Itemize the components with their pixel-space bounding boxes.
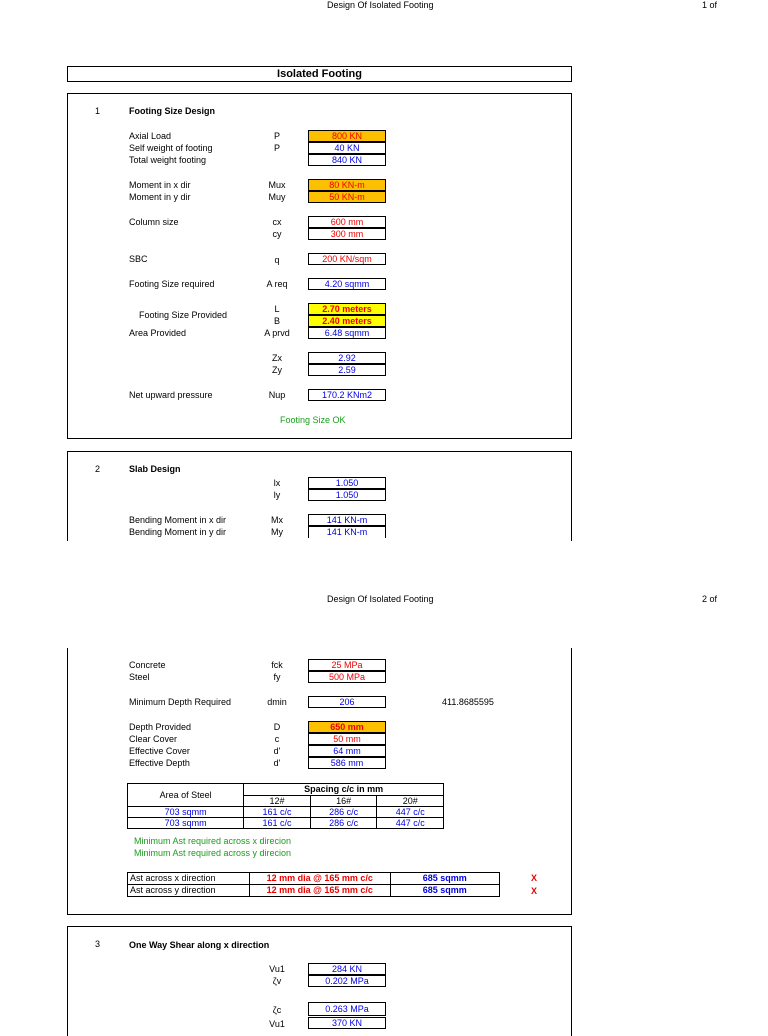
area-x: 703 sqmm [128,807,244,818]
sp-y-16: 286 c/c [310,818,377,829]
sym-effective-cover: d' [273,746,281,756]
label-effective-cover: Effective Cover [129,746,190,756]
input-depth-provided[interactable]: 650 mm [308,721,386,733]
section-2-title: Slab Design [129,464,181,474]
input-clear-cover[interactable]: 50 mm [308,733,386,745]
table-row [128,807,444,818]
page-number: 1 of [702,0,718,10]
label-bending-moment-y: Bending Moment in y dir [129,527,227,537]
sym-vu1: Vu1 [269,964,285,974]
ast-y-label: Ast across y direction [128,885,250,897]
sp-x-16: 286 c/c [310,807,377,818]
sym-dmin: dmin [267,697,287,707]
value-vu1: 284 KN [308,963,386,975]
sym-mux: Mux [268,180,286,190]
value-zx: 2.92 [308,352,386,364]
label-concrete: Concrete [129,660,166,670]
label-effective-depth: Effective Depth [129,758,190,768]
label-bending-moment-x: Bending Moment in x dir [129,515,227,525]
ast-y-bar: 12 mm dia @ 165 mm c/c [249,885,390,897]
value-ly: 1.050 [308,489,386,501]
input-breadth[interactable]: 2.40 meters [308,315,386,327]
label-minimum-depth: Minimum Depth Required [129,697,232,707]
col-16: 16# [310,795,377,807]
label-footing-size-required: Footing Size required [129,279,215,289]
section-2-number: 2 [95,464,101,474]
value-tc: 0.263 MPa [308,1002,386,1016]
label-muy: Moment in y dir [129,192,191,202]
value-zy: 2.59 [308,364,386,376]
value-dmin: 206 [308,696,386,708]
value-tv: 0.202 MPa [308,975,386,987]
label-steel: Steel [129,672,150,682]
input-fck[interactable]: 25 MPa [308,659,386,671]
sp-x-20: 447 c/c [377,807,444,818]
sym-my: My [271,527,283,537]
col-20: 20# [377,795,444,807]
input-fy[interactable]: 500 MPa [308,671,386,683]
value-lx: 1.050 [308,477,386,489]
label-self-weight: Self weight of footing [129,143,213,153]
sp-y-20: 447 c/c [377,818,444,829]
sym-fck: fck [271,660,283,670]
sym-lx: lx [273,478,281,488]
sym-length: L [274,304,280,314]
sym-ly: ly [273,490,281,500]
sym-breadth: B [273,316,280,326]
area-y: 703 sqmm [128,818,244,829]
label-footing-size-provided: Footing Size Provided [139,310,228,320]
min-ast-x-note: Minimum Ast required across x direcion [134,836,292,846]
document-title: Isolated Footing [277,68,362,80]
value-self-weight: 40 KN [308,142,386,154]
input-cy[interactable]: 300 mm [308,228,386,240]
ast-table [127,872,500,897]
label-mux: Moment in x dir [129,180,191,190]
page-number-2: 2 of [702,594,718,604]
sym-cy: cy [272,229,282,239]
label-clear-cover: Clear Cover [129,734,178,744]
value-total-weight: 840 KN [308,154,386,166]
ast-x-mark: X [531,873,538,883]
table-row [128,818,444,829]
sym-sbc: q [274,255,280,265]
ast-y-mark: X [531,886,538,896]
sym-fy: fy [273,672,281,682]
value-area-provided: 6.48 sqmm [308,327,386,339]
steel-spacing-table [127,783,444,829]
table-row [128,885,500,897]
value-mx: 141 KN-m [308,514,386,526]
input-muy[interactable]: 50 KN-m [308,191,386,203]
sym-cx: cx [272,217,282,227]
label-column-size: Column size [129,217,179,227]
sp-x-12: 161 c/c [244,807,311,818]
value-my: 141 KN-m [308,526,386,538]
document-title-box [67,66,572,82]
value-effective-cover: 64 mm [308,745,386,757]
col-12: 12# [244,795,311,807]
sym-tc: ζc [272,1005,282,1015]
sym-area-provided: A prvd [264,328,290,338]
footing-size-status: Footing Size OK [280,415,346,425]
sym-self-weight: P [273,143,280,153]
label-net-upward-pressure: Net upward pressure [129,390,213,400]
sym-vu1-b: Vu1 [269,1019,285,1029]
value-area-required: 4.20 sqmm [308,278,386,290]
label-axial-load: Axial Load [129,131,172,141]
table-row [128,873,500,885]
section-3-title: One Way Shear along x direction [129,940,270,950]
section-1-number: 1 [95,106,101,116]
sym-effective-depth: d' [273,758,281,768]
ast-x-bar: 12 mm dia @ 165 mm c/c [249,873,390,885]
ast-y-area: 685 sqmm [390,885,499,897]
sym-zx: Zx [272,353,282,363]
spacing-header: Spacing c/c in mm [244,784,444,796]
sym-area-required: A req [266,279,288,289]
label-total-weight: Total weight footing [129,155,207,165]
input-length[interactable]: 2.70 meters [308,303,386,315]
value-dmin-extra: 411.8685595 [442,697,494,707]
input-axial-load[interactable]: 800 KN [308,130,386,142]
min-ast-y-note: Minimum Ast required across y direcion [134,848,292,858]
sym-nup: Nup [268,390,286,400]
label-depth-provided: Depth Provided [129,722,192,732]
section-1-title: Footing Size Design [129,106,216,116]
sp-y-12: 161 c/c [244,818,311,829]
steel-area-header: Area of Steel [128,784,244,807]
value-vu1-b: 370 KN [308,1017,386,1029]
label-sbc: SBC [129,254,148,264]
input-cx[interactable]: 600 mm [308,216,386,228]
sym-tv: ζv [272,976,282,986]
sym-c: c [274,734,280,744]
value-nup: 170.2 KNm2 [308,389,386,401]
sym-muy: Muy [268,192,286,202]
page-header: Design Of Isolated Footing [327,0,434,10]
page-header-2: Design Of Isolated Footing [327,594,434,604]
sym-axial-load: P [273,131,280,141]
value-effective-depth: 586 mm [308,757,386,769]
sym-zy: Zy [272,365,282,375]
ast-x-area: 685 sqmm [390,873,499,885]
sym-D: D [273,722,281,732]
input-mux[interactable]: 80 KN-m [308,179,386,191]
section-3-number: 3 [95,939,101,949]
input-sbc[interactable]: 200 KN/sqm [308,253,386,265]
ast-x-label: Ast across x direction [128,873,250,885]
sym-mx: Mx [271,515,283,525]
label-area-provided: Area Provided [129,328,187,338]
